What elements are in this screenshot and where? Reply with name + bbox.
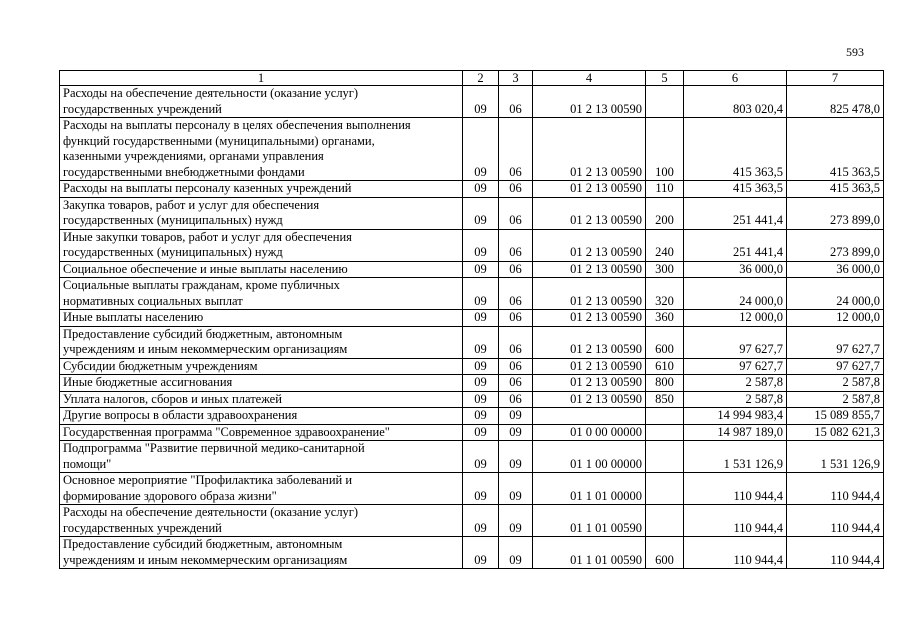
subsection-code-cell: 06 — [499, 391, 533, 408]
section-code-cell: 09 — [463, 441, 499, 473]
table-row — [60, 197, 884, 229]
expense-name-cell: Расходы на выплаты персоналу в целях обеспечения выполнения функций государственными (муниципальными) органами, казенными учреждениями, органами управления государственными внебюджетными фондами — [60, 118, 463, 181]
subsection-code-cell: 09 — [499, 505, 533, 537]
amount-col7-cell: 36 000,0 — [787, 261, 884, 278]
amount-col6-cell: 110 944,4 — [684, 473, 787, 505]
target-article-cell: 01 2 13 00590 — [533, 118, 646, 181]
target-article-cell: 01 2 13 00590 — [533, 375, 646, 392]
table-row — [60, 375, 884, 392]
section-code-cell: 09 — [463, 424, 499, 441]
expense-type-cell: 610 — [646, 358, 684, 375]
table-row — [60, 473, 884, 505]
expense-name-cell: Основное мероприятие "Профилактика заболеваний и формирование здорового образа жизни" — [60, 473, 463, 505]
section-code-cell: 09 — [463, 86, 499, 118]
expense-type-cell: 600 — [646, 537, 684, 569]
amount-col7-cell: 273 899,0 — [787, 197, 884, 229]
expense-type-cell — [646, 441, 684, 473]
table-row — [60, 86, 884, 118]
header-row — [60, 71, 884, 86]
section-code-cell: 09 — [463, 181, 499, 198]
amount-col7-cell: 97 627,7 — [787, 358, 884, 375]
header-cell: 4 — [533, 71, 646, 86]
expense-name-cell: Иные закупки товаров, работ и услуг для обеспечения государственных (муниципальных) нужд — [60, 229, 463, 261]
subsection-code-cell: 09 — [499, 441, 533, 473]
table-row — [60, 181, 884, 198]
subsection-code-cell: 06 — [499, 118, 533, 181]
section-code-cell: 09 — [463, 118, 499, 181]
expense-name-cell: Подпрограмма "Развитие первичной медико-санитарной помощи" — [60, 441, 463, 473]
expense-name-cell: Расходы на обеспечение деятельности (оказание услуг) государственных учреждений — [60, 505, 463, 537]
section-code-cell: 09 — [463, 505, 499, 537]
header-cell: 6 — [684, 71, 787, 86]
amount-col6-cell: 14 987 189,0 — [684, 424, 787, 441]
target-article-cell: 01 2 13 00590 — [533, 358, 646, 375]
section-code-cell: 09 — [463, 278, 499, 310]
subsection-code-cell: 06 — [499, 181, 533, 198]
amount-col6-cell: 97 627,7 — [684, 326, 787, 358]
target-article-cell: 01 2 13 00590 — [533, 197, 646, 229]
expense-type-cell — [646, 408, 684, 425]
expense-name-cell: Расходы на выплаты персоналу казенных учреждений — [60, 181, 463, 198]
amount-col7-cell: 15 089 855,7 — [787, 408, 884, 425]
header-cell: 3 — [499, 71, 533, 86]
page-number: 593 — [846, 45, 864, 59]
target-article-cell: 01 1 01 00590 — [533, 505, 646, 537]
expense-name-cell: Иные выплаты населению — [60, 310, 463, 327]
budget-table-body — [60, 86, 884, 569]
expense-type-cell — [646, 505, 684, 537]
subsection-code-cell: 06 — [499, 375, 533, 392]
subsection-code-cell: 06 — [499, 358, 533, 375]
target-article-cell: 01 1 01 00590 — [533, 537, 646, 569]
table-row — [60, 310, 884, 327]
section-code-cell: 09 — [463, 391, 499, 408]
expense-name-cell: Социальное обеспечение и иные выплаты населению — [60, 261, 463, 278]
target-article-cell: 01 2 13 00590 — [533, 229, 646, 261]
header-cell: 7 — [787, 71, 884, 86]
table-row — [60, 391, 884, 408]
subsection-code-cell: 06 — [499, 310, 533, 327]
expense-type-cell: 850 — [646, 391, 684, 408]
header-cell: 5 — [646, 71, 684, 86]
amount-col6-cell: 803 020,4 — [684, 86, 787, 118]
amount-col6-cell: 415 363,5 — [684, 181, 787, 198]
amount-col7-cell: 12 000,0 — [787, 310, 884, 327]
subsection-code-cell: 06 — [499, 261, 533, 278]
target-article-cell: 01 2 13 00590 — [533, 278, 646, 310]
section-code-cell: 09 — [463, 326, 499, 358]
section-code-cell: 09 — [463, 229, 499, 261]
table-row — [60, 118, 884, 181]
target-article-cell — [533, 408, 646, 425]
section-code-cell: 09 — [463, 375, 499, 392]
section-code-cell: 09 — [463, 197, 499, 229]
subsection-code-cell: 09 — [499, 408, 533, 425]
subsection-code-cell: 06 — [499, 197, 533, 229]
amount-col6-cell: 110 944,4 — [684, 537, 787, 569]
amount-col6-cell: 24 000,0 — [684, 278, 787, 310]
amount-col6-cell: 415 363,5 — [684, 118, 787, 181]
amount-col6-cell: 2 587,8 — [684, 375, 787, 392]
target-article-cell: 01 0 00 00000 — [533, 424, 646, 441]
expense-type-cell — [646, 86, 684, 118]
target-article-cell: 01 2 13 00590 — [533, 181, 646, 198]
amount-col6-cell: 1 531 126,9 — [684, 441, 787, 473]
subsection-code-cell: 09 — [499, 424, 533, 441]
amount-col7-cell: 15 082 621,3 — [787, 424, 884, 441]
expense-type-cell — [646, 473, 684, 505]
expense-type-cell: 100 — [646, 118, 684, 181]
amount-col7-cell: 97 627,7 — [787, 326, 884, 358]
table-row — [60, 358, 884, 375]
table-row — [60, 537, 884, 569]
amount-col7-cell: 1 531 126,9 — [787, 441, 884, 473]
amount-col7-cell: 110 944,4 — [787, 505, 884, 537]
section-code-cell: 09 — [463, 537, 499, 569]
amount-col6-cell: 36 000,0 — [684, 261, 787, 278]
amount-col7-cell: 110 944,4 — [787, 473, 884, 505]
subsection-code-cell: 09 — [499, 537, 533, 569]
section-code-cell: 09 — [463, 310, 499, 327]
expense-name-cell: Другие вопросы в области здравоохранения — [60, 408, 463, 425]
target-article-cell: 01 1 01 00000 — [533, 473, 646, 505]
section-code-cell: 09 — [463, 261, 499, 278]
expense-name-cell: Государственная программа "Современное здравоохранение" — [60, 424, 463, 441]
amount-col7-cell: 415 363,5 — [787, 118, 884, 181]
header-cell: 2 — [463, 71, 499, 86]
table-row — [60, 408, 884, 425]
expense-name-cell: Расходы на обеспечение деятельности (оказание услуг) государственных учреждений — [60, 86, 463, 118]
section-code-cell: 09 — [463, 358, 499, 375]
subsection-code-cell: 06 — [499, 86, 533, 118]
expense-name-cell: Предоставление субсидий бюджетным, автономным учреждениям и иным некоммерческим организациям — [60, 326, 463, 358]
subsection-code-cell: 06 — [499, 326, 533, 358]
subsection-code-cell: 06 — [499, 229, 533, 261]
expense-type-cell: 800 — [646, 375, 684, 392]
expense-type-cell: 300 — [646, 261, 684, 278]
amount-col7-cell: 415 363,5 — [787, 181, 884, 198]
expense-type-cell — [646, 424, 684, 441]
amount-col7-cell: 2 587,8 — [787, 375, 884, 392]
table-row — [60, 441, 884, 473]
subsection-code-cell: 06 — [499, 278, 533, 310]
expense-name-cell: Социальные выплаты гражданам, кроме публичных нормативных социальных выплат — [60, 278, 463, 310]
subsection-code-cell: 09 — [499, 473, 533, 505]
amount-col7-cell: 273 899,0 — [787, 229, 884, 261]
amount-col7-cell: 110 944,4 — [787, 537, 884, 569]
target-article-cell: 01 2 13 00590 — [533, 86, 646, 118]
target-article-cell: 01 2 13 00590 — [533, 391, 646, 408]
table-row — [60, 326, 884, 358]
expense-name-cell: Уплата налогов, сборов и иных платежей — [60, 391, 463, 408]
amount-col6-cell: 12 000,0 — [684, 310, 787, 327]
amount-col7-cell: 24 000,0 — [787, 278, 884, 310]
section-code-cell: 09 — [463, 408, 499, 425]
expense-type-cell: 200 — [646, 197, 684, 229]
expense-name-cell: Предоставление субсидий бюджетным, автономным учреждениям и иным некоммерческим организациям — [60, 537, 463, 569]
target-article-cell: 01 2 13 00590 — [533, 326, 646, 358]
expense-type-cell: 600 — [646, 326, 684, 358]
table-row — [60, 229, 884, 261]
expense-type-cell: 240 — [646, 229, 684, 261]
amount-col6-cell: 14 994 983,4 — [684, 408, 787, 425]
target-article-cell: 01 2 13 00590 — [533, 261, 646, 278]
target-article-cell: 01 1 00 00000 — [533, 441, 646, 473]
amount-col6-cell: 251 441,4 — [684, 229, 787, 261]
amount-col7-cell: 2 587,8 — [787, 391, 884, 408]
table-row — [60, 505, 884, 537]
expense-type-cell: 360 — [646, 310, 684, 327]
expense-type-cell: 110 — [646, 181, 684, 198]
expense-type-cell: 320 — [646, 278, 684, 310]
expense-name-cell: Иные бюджетные ассигнования — [60, 375, 463, 392]
amount-col6-cell: 251 441,4 — [684, 197, 787, 229]
target-article-cell: 01 2 13 00590 — [533, 310, 646, 327]
header-cell: 1 — [60, 71, 463, 86]
budget-table — [59, 70, 884, 569]
amount-col6-cell: 2 587,8 — [684, 391, 787, 408]
expense-name-cell: Закупка товаров, работ и услуг для обеспечения государственных (муниципальных) нужд — [60, 197, 463, 229]
table-row — [60, 424, 884, 441]
amount-col6-cell: 97 627,7 — [684, 358, 787, 375]
table-row — [60, 261, 884, 278]
amount-col6-cell: 110 944,4 — [684, 505, 787, 537]
table-row — [60, 278, 884, 310]
amount-col7-cell: 825 478,0 — [787, 86, 884, 118]
expense-name-cell: Субсидии бюджетным учреждениям — [60, 358, 463, 375]
section-code-cell: 09 — [463, 473, 499, 505]
